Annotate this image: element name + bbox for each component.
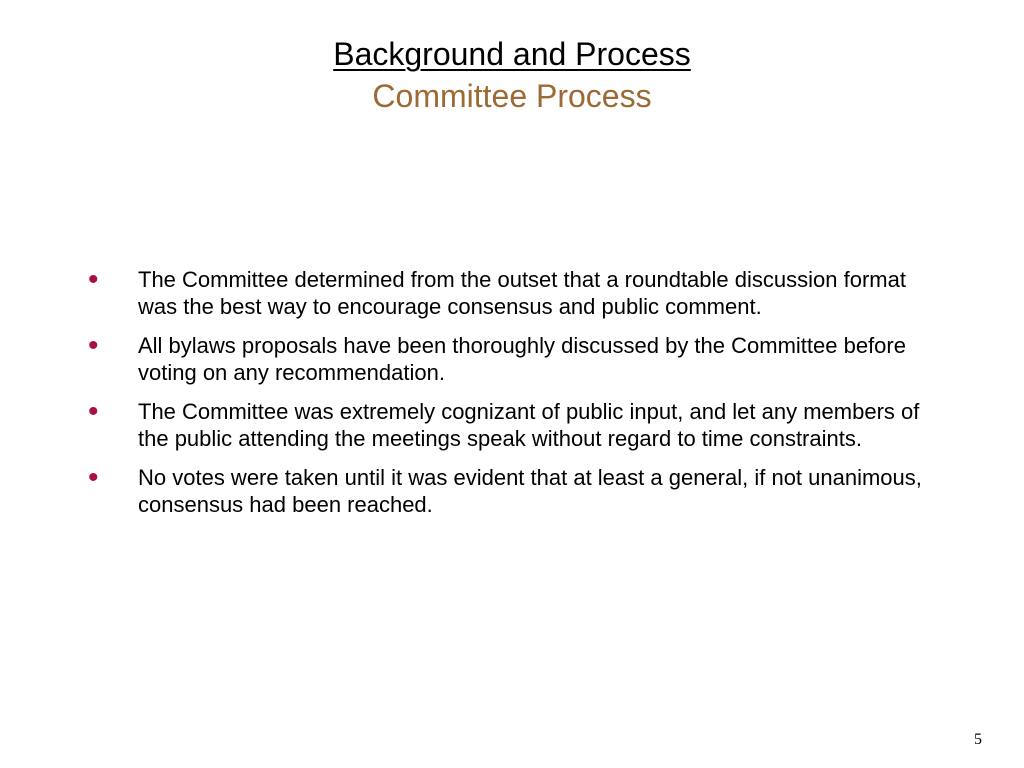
list-item	[88, 329, 948, 386]
bullet-icon: •	[88, 329, 99, 362]
bullet-icon: •	[88, 395, 99, 428]
page-number: 5	[974, 731, 982, 748]
title-block	[0, 34, 1024, 116]
bullet-icon: •	[88, 461, 99, 494]
list-item	[88, 461, 948, 518]
bullet-text: No votes were taken until it was evident that at least a general, if not unanimous, consensus had been reached.	[138, 465, 922, 517]
bullet-list	[88, 263, 948, 530]
list-item	[88, 263, 948, 320]
slide-subtitle: Committee Process	[372, 78, 652, 114]
bullet-text: All bylaws proposals have been thoroughly discussed by the Committee before voting on any recommendation.	[138, 333, 906, 385]
slide-title: Background and Process	[333, 36, 691, 72]
bullet-icon: •	[88, 263, 99, 296]
bullet-text: The Committee determined from the outset that a roundtable discussion format was the best way to encourage consensus and public comment.	[138, 267, 906, 319]
list-item	[88, 395, 948, 452]
bullet-text: The Committee was extremely cognizant of public input, and let any members of the public attending the meetings speak without regard to time constraints.	[138, 399, 920, 451]
